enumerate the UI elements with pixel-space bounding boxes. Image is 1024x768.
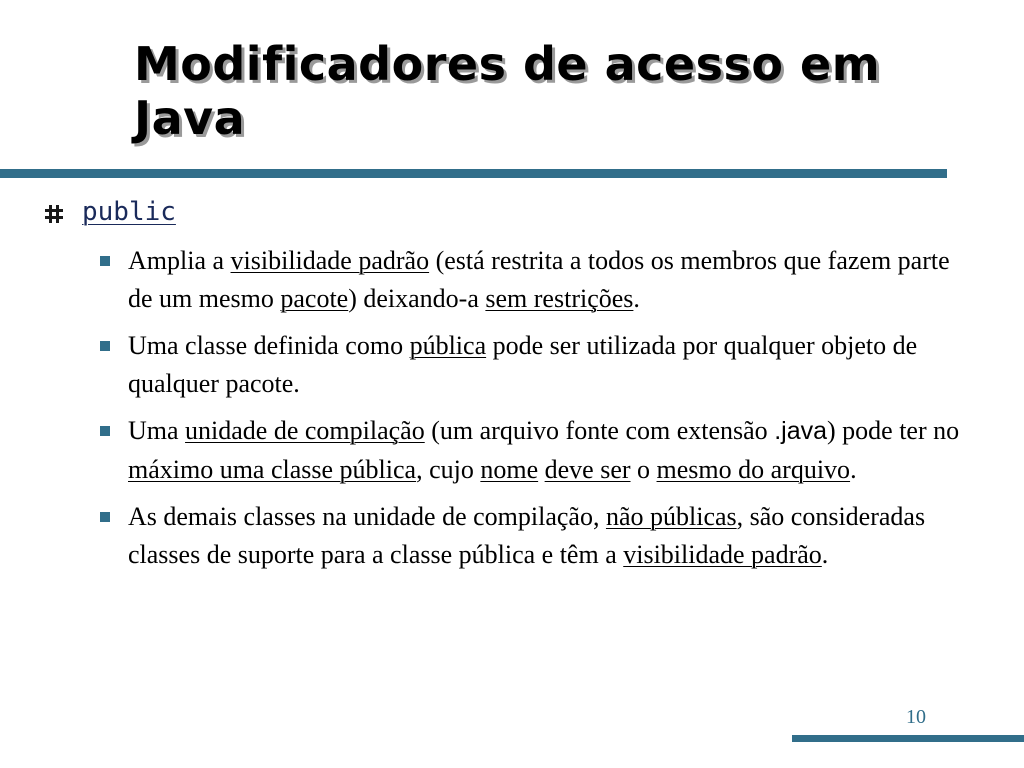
square-bullet-icon bbox=[100, 341, 110, 351]
text: , cujo bbox=[416, 454, 481, 484]
text: . bbox=[633, 283, 640, 313]
text: Uma bbox=[128, 416, 186, 445]
keyword-public: public bbox=[82, 197, 176, 227]
page-number: 10 bbox=[906, 706, 926, 728]
text: . bbox=[850, 454, 857, 484]
underlined-term: nome bbox=[480, 454, 539, 484]
title-line-2: Java bbox=[134, 91, 246, 145]
bullet-level1-public bbox=[44, 194, 176, 230]
file-extension: .java bbox=[774, 417, 827, 445]
text: , são consideradas classes de suporte para a classe pública e têm a bbox=[128, 502, 926, 569]
underlined-term: pública bbox=[409, 331, 487, 360]
text: ) pode ter no bbox=[827, 416, 960, 445]
bullet-item-2 bbox=[96, 327, 976, 402]
underlined-term: não públicas bbox=[605, 502, 737, 531]
slide-title bbox=[134, 37, 994, 145]
text: Amplia a bbox=[128, 246, 231, 275]
underlined-term: deve ser bbox=[544, 454, 631, 484]
square-bullet-icon bbox=[100, 426, 110, 436]
title-divider bbox=[0, 169, 947, 178]
text: o bbox=[630, 454, 657, 484]
underlined-term: visibilidade padrão bbox=[623, 539, 822, 569]
bullet-item-3 bbox=[96, 412, 976, 488]
square-bullet-icon bbox=[100, 512, 110, 522]
text: (um arquivo fonte com extensão bbox=[424, 416, 775, 445]
bullet-item-4 bbox=[96, 498, 976, 573]
text: (está restrita a todos os membros que fazem parte de um mesmo bbox=[128, 246, 950, 313]
bullet-item-1 bbox=[96, 242, 976, 317]
bullet-list bbox=[96, 242, 976, 583]
underlined-term: pacote bbox=[280, 283, 349, 313]
underlined-term: visibilidade padrão bbox=[230, 246, 430, 275]
square-bullet-icon bbox=[100, 256, 110, 266]
footer-divider bbox=[792, 735, 1024, 742]
underlined-term: máximo uma classe pública bbox=[128, 454, 417, 484]
text: Uma classe definida como bbox=[128, 331, 410, 360]
underlined-term: unidade de compilação bbox=[185, 416, 425, 445]
text: . bbox=[821, 539, 829, 569]
text: pode ser utilizada por qualquer objeto de qualquer pacote. bbox=[128, 331, 918, 398]
hash-icon bbox=[44, 204, 64, 224]
underlined-term: mesmo do arquivo bbox=[656, 454, 851, 484]
text: As demais classes na unidade de compilação, bbox=[128, 502, 606, 531]
title-line-1: Modificadores de acesso em bbox=[134, 37, 881, 91]
underlined-term: sem restrições bbox=[485, 283, 634, 313]
text: ) deixando-a bbox=[348, 283, 486, 313]
